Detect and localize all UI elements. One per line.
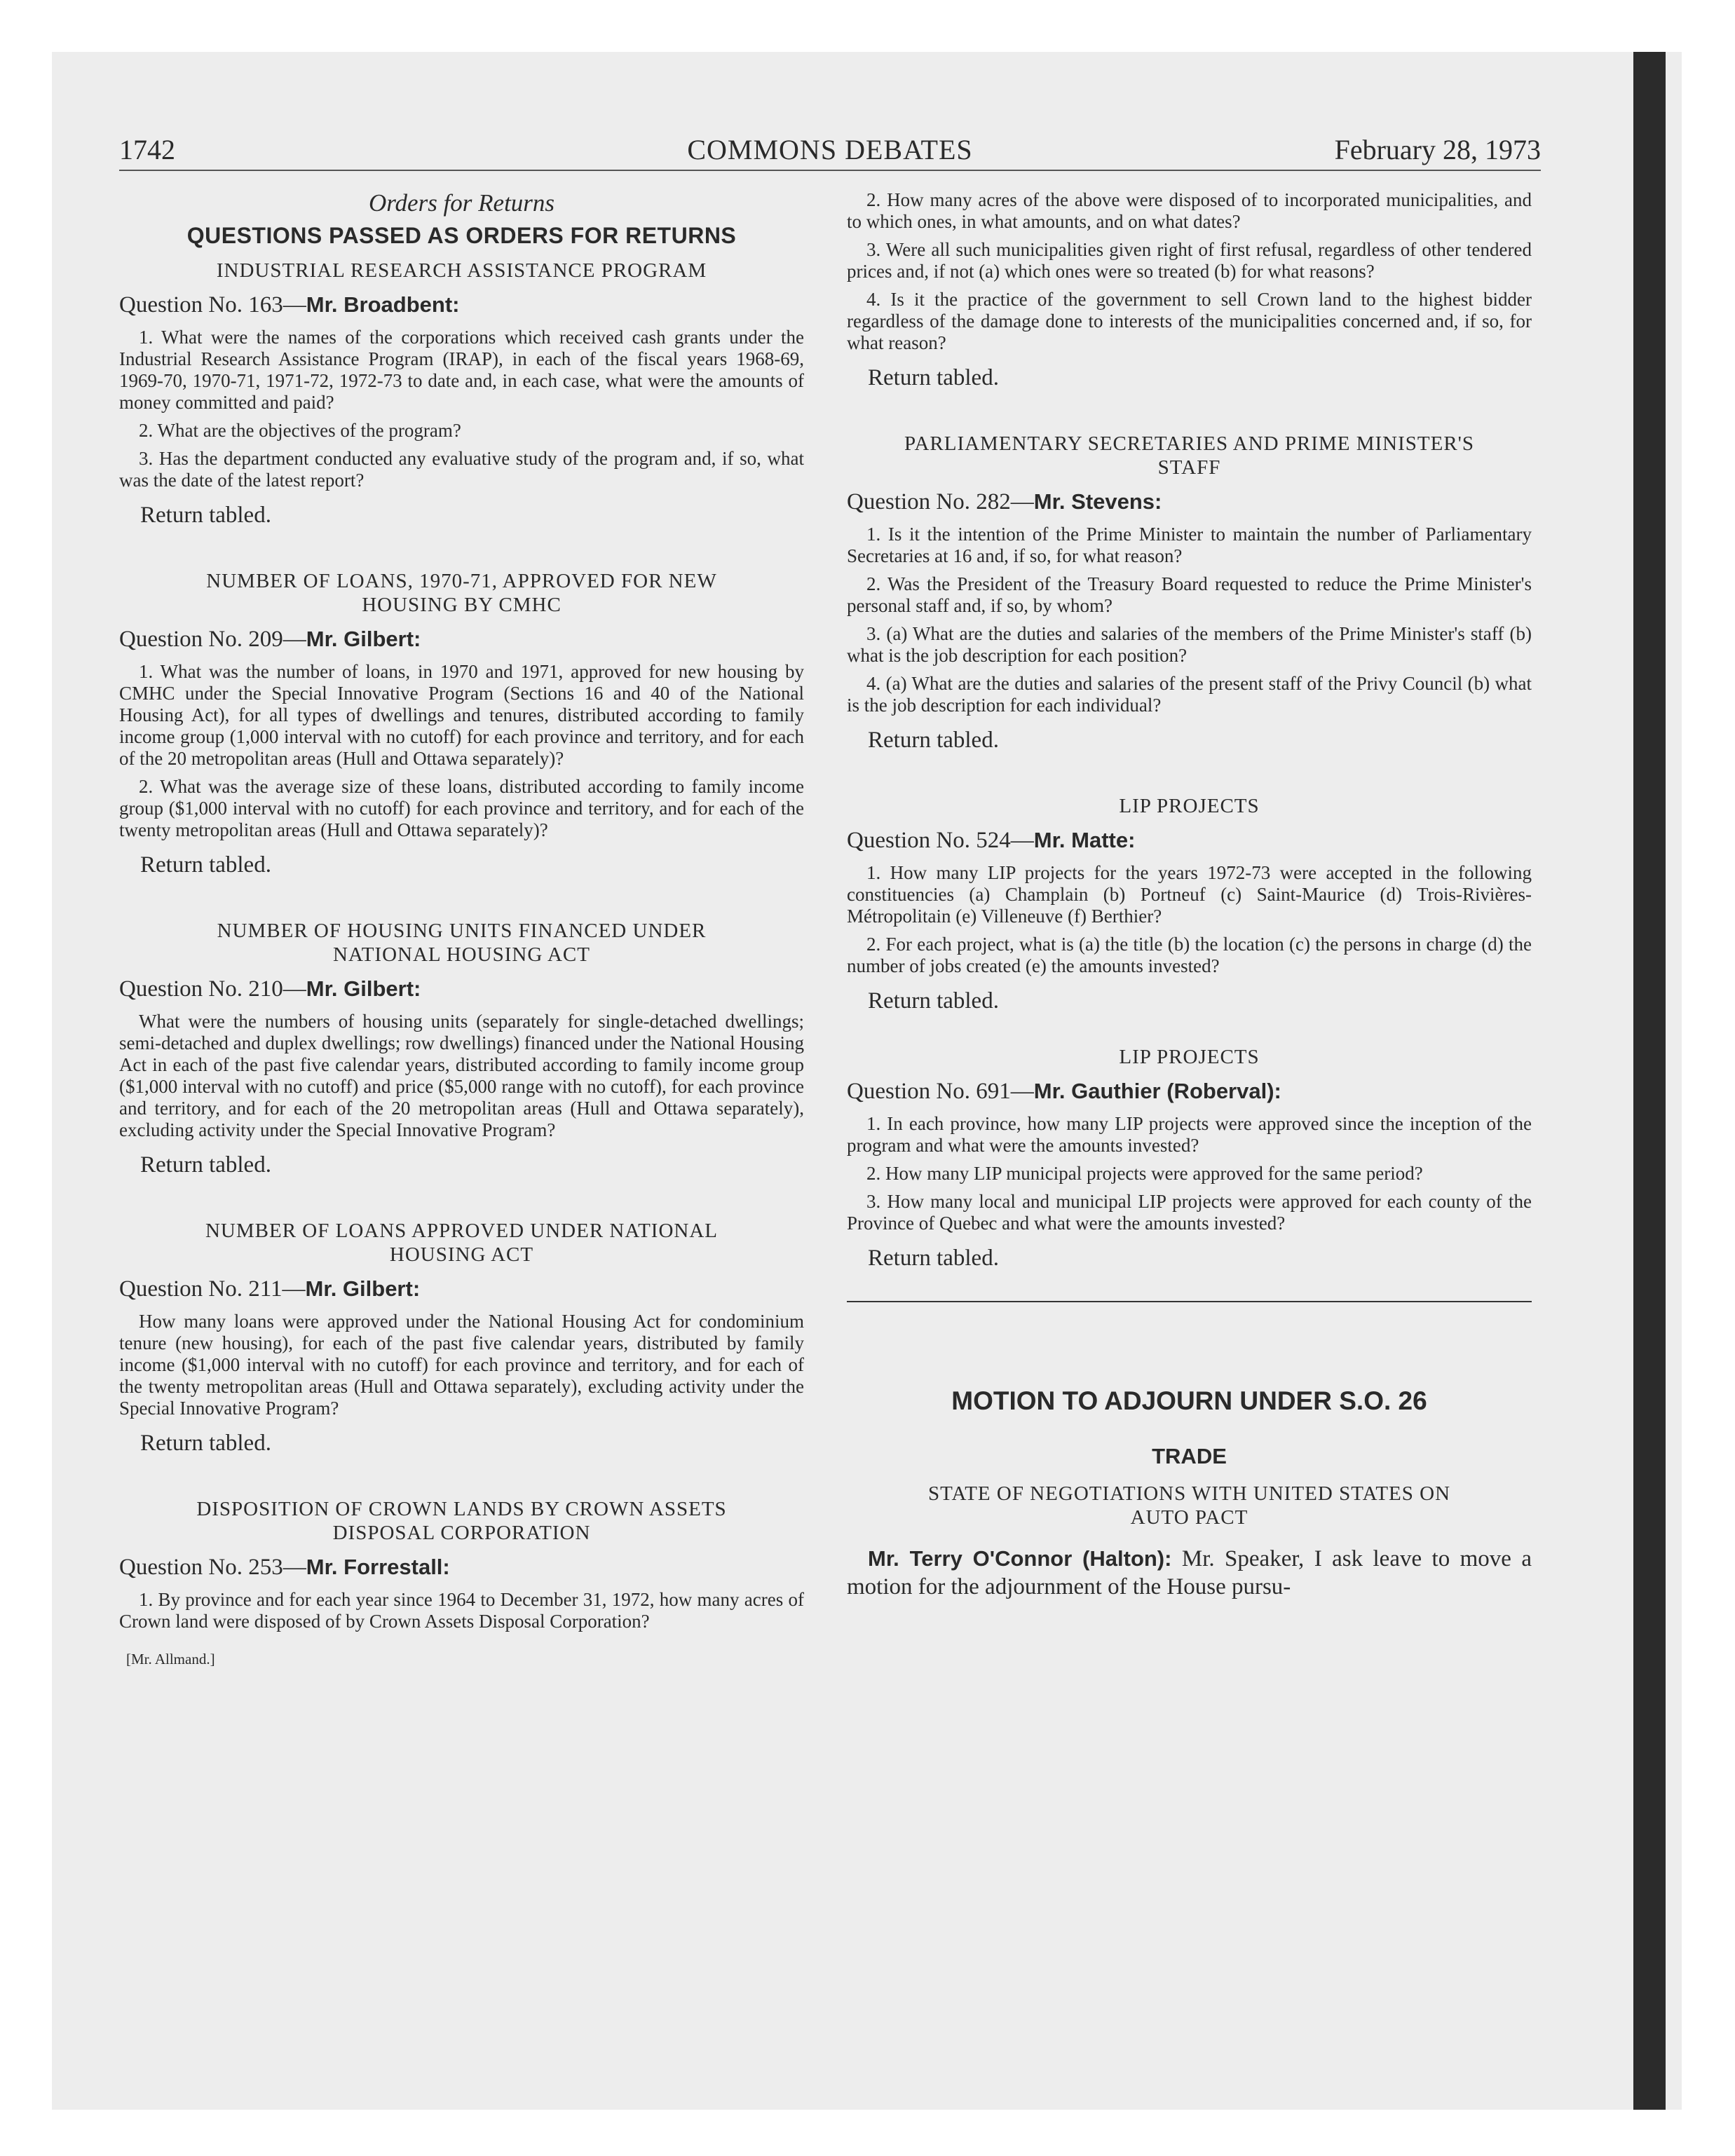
question-paragraph: 3. (a) What are the duties and salaries of the members of the Prime Minister's staff (b) what is the job description for each position? <box>847 623 1532 666</box>
member-name: Mr. Gilbert: <box>306 976 421 1001</box>
question-line <box>847 489 1532 515</box>
right-column <box>847 189 1532 1601</box>
publication-title: COMMONS DEBATES <box>687 134 973 165</box>
question-paragraph: 1. Is it the intention of the Prime Minister to maintain the number of Parliamentary Secretaries at 16 and, if so, for what reason? <box>847 524 1532 566</box>
return-tabled: Return tabled. <box>140 852 271 878</box>
speaker-continuation-note: [Mr. Allmand.] <box>126 1651 215 1667</box>
question-line <box>119 1555 804 1581</box>
question-paragraph: 2. How many LIP municipal projects were approved for the same period? <box>866 1163 1423 1184</box>
question-line <box>119 976 804 1002</box>
page-header <box>119 135 1541 171</box>
question-paragraph: 2. What was the average size of these loans, distributed according to family income group ($1,000 interval with no cutoff) for each province and territory, and for each of the twenty metropolitan areas (Hull and Ottawa separately)? <box>119 776 804 840</box>
question-paragraph: 4. Is it the practice of the government to sell Crown land to the highest bidder regardless of the damage done to interests of the municipalities concerned and, if so, for what reason? <box>847 289 1532 353</box>
section-title: DISPOSITION OF CROWN LANDS BY CROWN ASSETS DISPOSAL CORPORATION <box>196 1498 727 1544</box>
question-253 <box>119 1497 804 1668</box>
question-paragraph: 3. How many local and municipal LIP projects were approved for each county of the Province of Quebec and what were the amounts invested? <box>847 1191 1532 1234</box>
question-line <box>119 627 804 653</box>
question-paragraph: 3. Has the department conducted any evaluative study of the program and, if so, what was the date of the latest report? <box>119 448 804 491</box>
return-tabled: Return tabled. <box>868 365 999 390</box>
section-title: STATE OF NEGOTIATIONS WITH UNITED STATES ON AUTO PACT <box>927 1482 1451 1529</box>
page-number: 1742 <box>119 134 175 165</box>
question-number: Question No. 210— <box>119 976 306 1002</box>
question-line <box>847 828 1532 854</box>
return-tabled: Return tabled. <box>868 988 999 1014</box>
question-number: Question No. 524— <box>847 828 1034 853</box>
question-number: Question No. 209— <box>119 627 306 652</box>
speech-paragraph <box>847 1545 1532 1601</box>
section-title: LIP PROJECTS <box>1119 1046 1260 1068</box>
question-paragraph: 4. (a) What are the duties and salaries of the present staff of the Privy Council (b) what is the job description for each individual? <box>847 673 1532 716</box>
question-number: Question No. 211— <box>119 1276 306 1302</box>
scan-edge <box>1633 52 1666 2110</box>
motion-heading: MOTION TO ADJOURN UNDER S.O. 26 <box>951 1386 1427 1415</box>
question-691 <box>847 1045 1532 1271</box>
motion-subheading: TRADE <box>1152 1444 1227 1468</box>
member-name: Mr. Matte: <box>1033 828 1136 852</box>
question-paragraph: 1. By province and for each year since 1964 to December 31, 1972, how many acres of Crown land were disposed of by Crown Assets Disposal Corporation? <box>119 1589 804 1632</box>
question-paragraph: 3. Were all such municipalities given right of first refusal, regardless of other tendered prices and, if not (a) which ones were so treated (b) for what reasons? <box>847 239 1532 282</box>
member-name: Mr. Stevens: <box>1033 489 1162 514</box>
question-line <box>847 1079 1532 1105</box>
question-paragraph: 1. How many LIP projects for the years 1972-73 were accepted in the following constituencies (a) Champlain (b) Portneuf (c) Saint-Maurice (d) Trois-Rivières-Métropolitain (e) Villeneuve (f) Berthier? <box>847 862 1532 927</box>
question-524 <box>847 794 1532 1014</box>
question-paragraph: 1. What were the names of the corporations which received cash grants under the Industrial Research Assistance Program (IRAP), in each of the fiscal years 1968-69, 1969-70, 1970-71, 1971-72, 1972-73 to date and, in each case, what were the amounts of money committed and paid? <box>119 327 804 413</box>
question-number: Question No. 691— <box>847 1079 1034 1104</box>
question-paragraph: How many loans were approved under the National Housing Act for condominium tenure (new housing), for each of the past five calendar years, distributed by family income ($1,000 interval with no cutoff) for each province and territory, and for each of the twenty metropolitan areas (Hull and Ottawa separately), excluding activity under the Special Innovative Program? <box>119 1311 804 1419</box>
section-title: INDUSTRIAL RESEARCH ASSISTANCE PROGRAM <box>216 259 707 282</box>
member-name: Mr. Broadbent: <box>306 292 460 317</box>
return-tabled: Return tabled. <box>140 1152 271 1178</box>
left-column <box>119 189 804 1668</box>
return-tabled: Return tabled. <box>868 1246 999 1271</box>
main-heading: QUESTIONS PASSED AS ORDERS FOR RETURNS <box>186 223 737 248</box>
question-number: Question No. 163— <box>119 292 306 318</box>
question-line <box>119 292 804 318</box>
member-name: Mr. Forrestall: <box>306 1555 450 1579</box>
question-paragraph: 2. How many acres of the above were disposed of to incorporated municipalities, and to which ones, in what amounts, and on what dates? <box>847 189 1532 232</box>
question-paragraph: What were the numbers of housing units (separately for single-detached dwellings; semi-detached and duplex dwellings; row dwellings) financed under the National Housing Act in each of the past five calendar years, distributed according to family income group ($1,000 interval with no cutoff) and price ($5,000 range with no cutoff), for each province and territory, and for each of the 20 metropolitan areas (Hull and Ottawa separately), excluding activity under the Special Innovative Program? <box>119 1011 804 1140</box>
question-210 <box>119 919 804 1178</box>
question-line <box>119 1276 804 1302</box>
section-title: NUMBER OF LOANS, 1970-71, APPROVED FOR NEW HOUSING BY CMHC <box>206 570 717 616</box>
question-211 <box>119 1219 804 1456</box>
section-title: PARLIAMENTARY SECRETARIES AND PRIME MINISTER'S STAFF <box>904 432 1475 479</box>
member-name: Mr. Gilbert: <box>306 627 421 651</box>
motion-to-adjourn <box>847 1386 1532 1601</box>
question-209 <box>119 569 804 878</box>
speech-text: Mr. Speaker, I ask leave to move a motion for the adjournment of the House pursu- <box>847 1546 1532 1599</box>
section-title: NUMBER OF LOANS APPROVED UNDER NATIONAL HOUSING ACT <box>205 1220 719 1266</box>
section-title: LIP PROJECTS <box>1119 795 1260 817</box>
publication-date: February 28, 1973 <box>1334 134 1541 165</box>
return-tabled: Return tabled. <box>140 1431 271 1456</box>
orders-heading: Orders for Returns <box>368 189 555 217</box>
speaker-name: Mr. Terry O'Connor (Halton): <box>868 1546 1172 1571</box>
member-name: Mr. Gauthier (Roberval): <box>1033 1079 1281 1103</box>
question-number: Question No. 253— <box>119 1555 306 1580</box>
question-253-continued <box>847 189 1532 391</box>
question-163 <box>119 259 804 528</box>
question-282 <box>847 432 1532 753</box>
section-title: NUMBER OF HOUSING UNITS FINANCED UNDER NATIONAL HOUSING ACT <box>217 920 707 966</box>
member-name: Mr. Gilbert: <box>305 1276 421 1301</box>
return-tabled: Return tabled. <box>868 728 999 753</box>
question-number: Question No. 282— <box>847 489 1034 514</box>
question-paragraph: 1. What was the number of loans, in 1970 and 1971, approved for new housing by CMHC under the Special Innovative Program (Sections 16 and 40 of the National Housing Act), for all types of dwellings and tenures, distributed according to family income group (1,000 interval with no cutoff) for each province and territory, and for each of the 20 metropolitan areas (Hull and Ottawa separately)? <box>119 661 804 769</box>
question-paragraph: 1. In each province, how many LIP projects were approved since the inception of the program and what were the amounts invested? <box>847 1113 1532 1156</box>
question-paragraph: 2. For each project, what is (a) the title (b) the location (c) the persons in charge (d) the number of jobs created (e) the amounts invested? <box>847 934 1532 976</box>
return-tabled: Return tabled. <box>140 503 271 528</box>
question-paragraph: 2. What are the objectives of the program? <box>139 420 461 441</box>
question-paragraph: 2. Was the President of the Treasury Board requested to reduce the Prime Minister's personal staff and, if so, by whom? <box>847 573 1532 616</box>
